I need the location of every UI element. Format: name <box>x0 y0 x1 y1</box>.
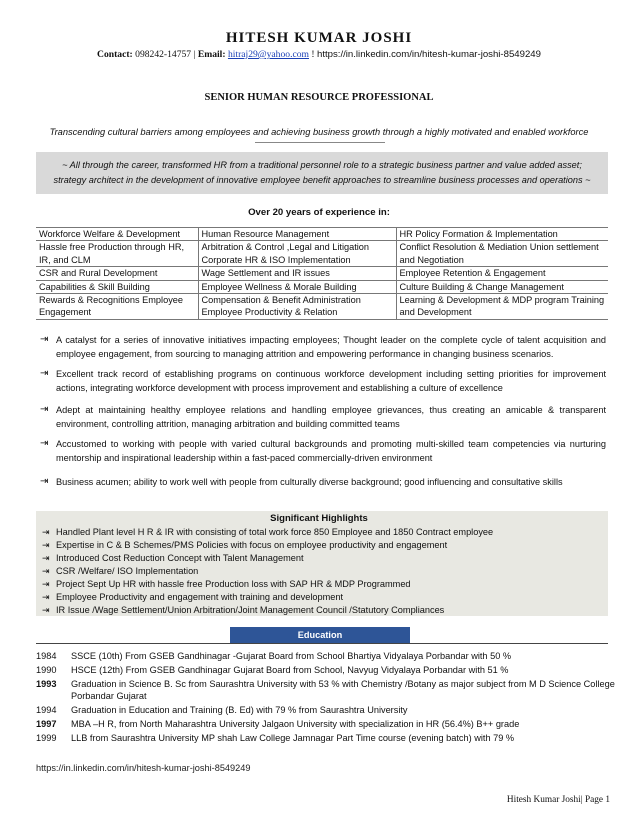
education-year: 1993 <box>36 679 57 689</box>
education-text: Graduation in Science B. Sc from Saurashtra University with 53 % with Chemistry /Botany as major subject from M D Science College Porbandar Gujarat <box>71 679 615 701</box>
skills-row <box>36 280 608 293</box>
bullet-text: Excellent track record of establishing programs on continuous workforce development including setting priorities for improvement actions, integrating workforce development with process improvement and establishing a culture of excellence <box>56 369 606 393</box>
tab-arrow-icon: ⇥ <box>42 592 50 602</box>
tab-arrow-icon: ⇥ <box>40 334 49 345</box>
phone-number: 098242-14757 <box>135 49 192 60</box>
highlight-text: Employee Productivity and engagement with training and development <box>56 592 344 602</box>
tab-arrow-icon: ⇥ <box>42 579 50 589</box>
tagline: Transcending cultural barriers among employees and achieving business growth through a highly motivated and enabled workforce <box>49 127 589 137</box>
skill-cell: Arbitration & Control ,Legal and Litigation Corporate HR & ISO Implementation <box>198 241 396 267</box>
tab-arrow-icon: ⇥ <box>42 605 50 615</box>
highlight-text: IR Issue /Wage Settlement/Union Arbitration/Joint Management Council /Statutory Compliances <box>56 605 445 615</box>
education-text: MBA –H R, from North Maharashtra University Jalgaon University with specialization in HR (56.4%) B++ grade <box>71 719 520 729</box>
skill-cell: Human Resource Management <box>198 228 396 241</box>
tab-arrow-icon: ⇥ <box>42 566 50 576</box>
education-year: 1984 <box>36 651 57 661</box>
highlight-text: Expertise in C & B Schemes/PMS Policies with focus on employee productivity and engagement <box>56 540 448 550</box>
highlight-text: CSR /Welfare/ ISO Implementation <box>56 566 199 576</box>
highlight-item <box>42 565 198 577</box>
highlight-text: Introduced Cost Reduction Concept with Talent Management <box>56 553 304 563</box>
tab-arrow-icon: ⇥ <box>40 438 49 449</box>
tab-arrow-icon: ⇥ <box>42 527 50 537</box>
professional-title: SENIOR HUMAN RESOURCE PROFESSIONAL <box>204 92 434 103</box>
highlights-heading: Significant Highlights <box>270 513 368 524</box>
bullet-text: Adept at maintaining healthy employee relations and handling employee grievances, thus creating an amicable & transparent environment, controlling attrition, managing arbitration and building committed teams <box>56 405 606 429</box>
tagline-underline <box>255 142 385 143</box>
highlight-item <box>42 526 493 538</box>
skill-cell: Employee Wellness & Morale Building <box>198 280 396 293</box>
linkedin-link[interactable]: https://in.linkedin.com/in/hitesh-kumar-joshi-8549249 <box>317 49 541 60</box>
skill-cell: Wage Settlement and IR issues <box>198 267 396 280</box>
skills-table <box>36 227 608 320</box>
highlight-item <box>42 591 343 603</box>
education-text: SSCE (10th) From GSEB Gandhinagar -Gujarat Board from School Bhartiya Vidyalaya Porbandar with 50 % <box>71 651 512 661</box>
skill-cell: Hassle free Production through HR, IR, and CLM <box>36 241 198 267</box>
education-text: LLB from Saurashtra University MP shah Law College Jamnagar Part Time course (evening batch) with 79 % <box>71 733 515 743</box>
highlight-item <box>42 604 444 616</box>
footer-linkedin-url[interactable]: https://in.linkedin.com/in/hitesh-kumar-joshi-8549249 <box>36 763 251 773</box>
email-label: Email: <box>197 49 226 60</box>
skill-cell: CSR and Rural Development <box>36 267 198 280</box>
skill-cell: Workforce Welfare & Development <box>36 228 198 241</box>
contact-line <box>0 49 638 60</box>
tab-arrow-icon: ⇥ <box>40 404 49 415</box>
summary-box <box>36 152 608 194</box>
skills-row <box>36 294 608 320</box>
email-link[interactable]: hitraj29@yahoo.com <box>227 49 309 60</box>
contact-separator: | <box>191 49 198 60</box>
education-year: 1999 <box>36 733 57 743</box>
skill-cell: Learning & Development & MDP program Training and Development <box>396 294 608 320</box>
bullet-text: Business acumen; ability to work well with people from culturally diverse background; good influencing and consultative skills <box>56 477 563 487</box>
education-year: 1997 <box>36 719 57 729</box>
summary-line-1: ~ All through the career, transformed HR from a traditional personnel role to a strategic business partner and value added asset; <box>62 160 582 170</box>
education-divider <box>36 643 608 644</box>
bullet-text: Accustomed to working with people with varied cultural backgrounds and promoting multi-skilled team competencies via nurturing mentorship and inspirational leadership within a fast-paced commercially-driven environment <box>56 439 606 463</box>
highlight-text: Handled Plant level H R & IR with consisting of total work force 850 Employee and 1850 Contract employee <box>56 527 494 537</box>
skill-cell: Culture Building & Change Management <box>396 280 608 293</box>
page-number-label: Hitesh Kumar Joshi| Page 1 <box>506 795 610 805</box>
skill-cell: Compensation & Benefit Administration Employee Productivity & Relation <box>198 294 396 320</box>
resume-name: HITESH KUMAR JOSHI <box>225 30 413 46</box>
skill-cell: Conflict Resolution & Mediation Union settlement and Negotiation <box>396 241 608 267</box>
tab-arrow-icon: ⇥ <box>40 368 49 379</box>
tab-arrow-icon: ⇥ <box>40 476 49 487</box>
summary-line-2: strategy architect in the development of innovative employee benefit approaches to streamline business processes and operations ~ <box>53 175 591 185</box>
experience-heading: Over 20 years of experience in: <box>248 207 390 218</box>
bullet-text: A catalyst for a series of innovative initiatives impacting employees; Thought leader on the complete cycle of talent acquisition and employee engagement, from sourcing to managing attrition and empowering performance in changing business scenarios. <box>56 335 606 359</box>
skills-row <box>36 267 608 280</box>
tab-arrow-icon: ⇥ <box>42 553 50 563</box>
skill-cell: Rewards & Recognitions Employee Engagement <box>36 294 198 320</box>
education-text: HSCE (12th) From GSEB Gandhinagar Gujarat Board from School, Navyug Vidyalaya Porbandar with 51 % <box>71 665 509 675</box>
tab-arrow-icon: ⇥ <box>42 540 50 550</box>
education-year: 1990 <box>36 665 57 675</box>
skill-cell: Capabilities & Skill Building <box>36 280 198 293</box>
highlight-text: Project Sept Up HR with hassle free Production loss with SAP HR & MDP Programmed <box>56 579 411 589</box>
highlight-item <box>42 552 304 564</box>
contact-separator-2: ! <box>309 49 317 60</box>
skills-row <box>36 228 608 241</box>
skills-row <box>36 241 608 267</box>
highlight-item <box>42 578 411 590</box>
skill-cell: HR Policy Formation & Implementation <box>396 228 608 241</box>
highlight-item <box>42 539 447 551</box>
education-heading: Education <box>230 627 410 643</box>
skill-cell: Employee Retention & Engagement <box>396 267 608 280</box>
contact-label: Contact: <box>97 49 133 60</box>
education-text: Graduation in Education and Training (B. Ed) with 79 % from Saurashtra University <box>71 705 408 715</box>
education-year: 1994 <box>36 705 57 715</box>
